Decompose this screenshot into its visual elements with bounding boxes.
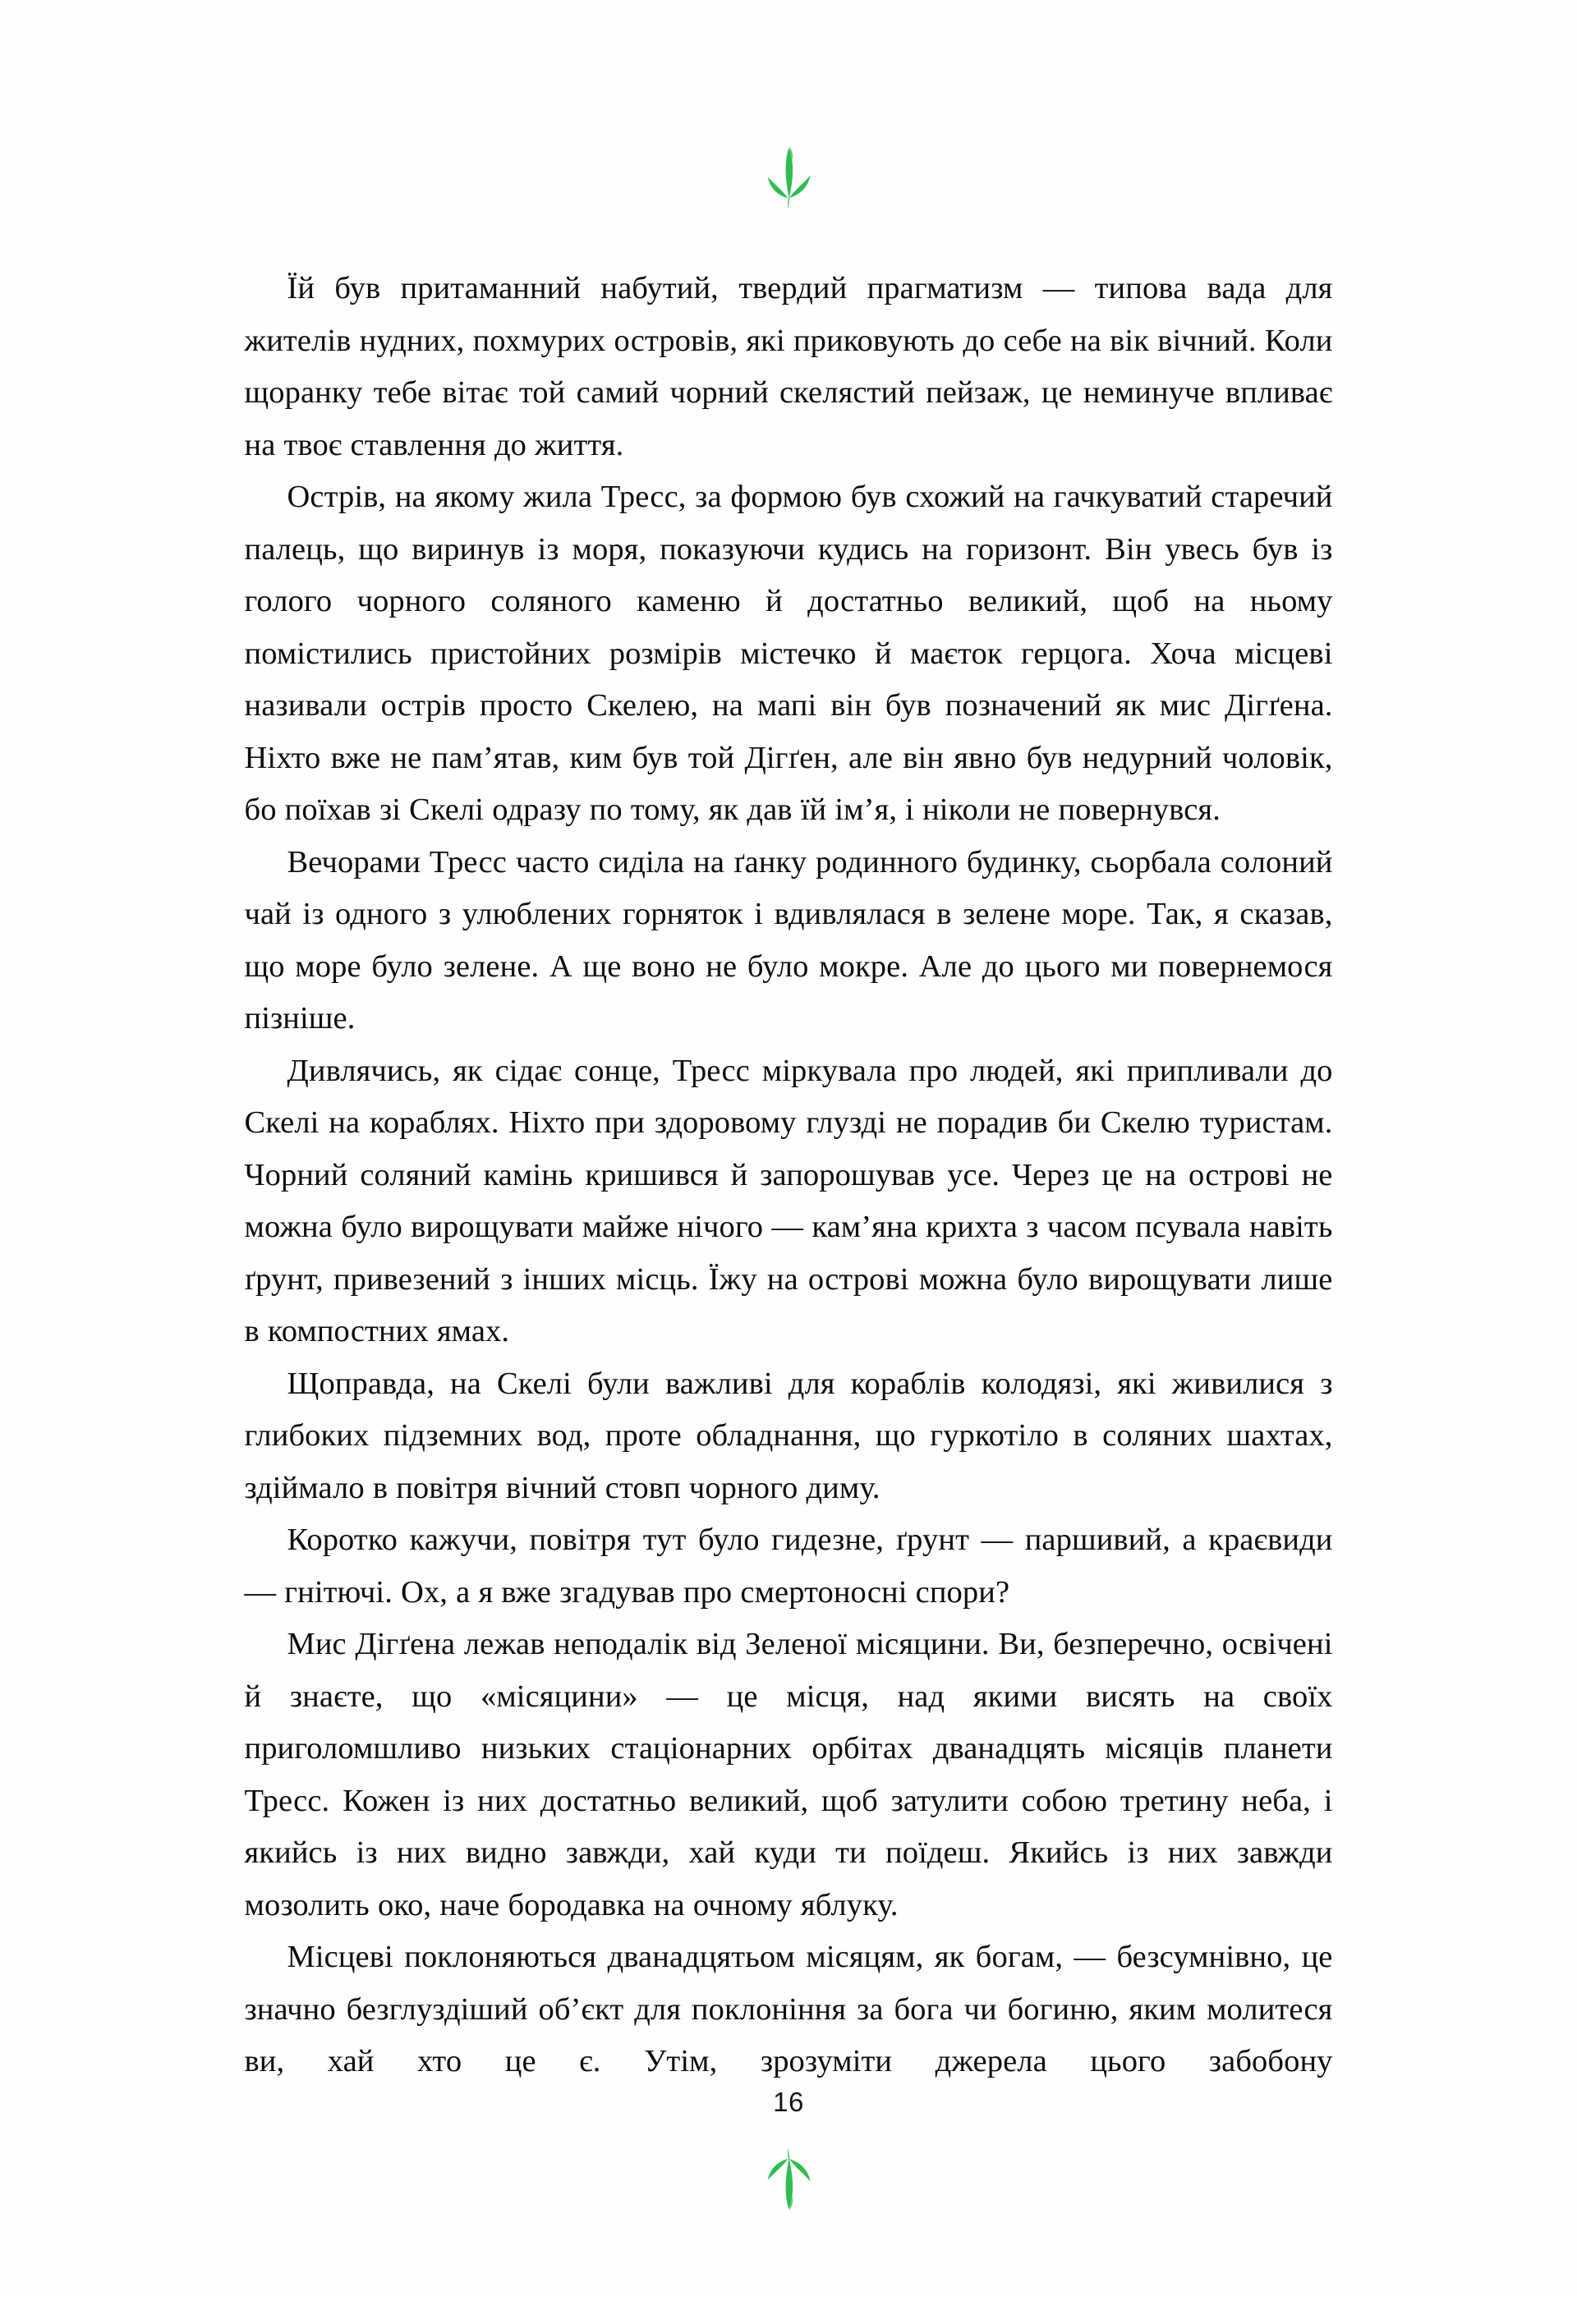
paragraph: Мис Дігґена лежав неподалік від Зеленої місяцини. Ви, безперечно, освічені й знаєте, що «місяцини» — це місця, над якими висять на своїх приголомшливо низьких стаціонарних орбітах дванадцять місяців планети Тресс. Кожен із них достатньо великий, щоб затулити собою третину неба, і якийсь із них видно завжди, хай куди ти поїдеш. Якийсь із них завжди мозолить око, наче бородавка на очному яблуку. xyxy=(244,1627,1333,1922)
paragraph: Місцеві поклоняються дванадцятьом місяцям, як богам, — безсумнівно, це значно безглуздіший об’єкт для поклоніння за бога чи богиню, яким молитеся ви, хай хто це є. Утім, зрозуміти джерела цього забобону xyxy=(244,1940,1333,2078)
paragraph: Вечорами Тресс часто сиділа на ґанку родинного будинку, сьорбала солоний чай із одного з улюблених горняток і вдивлялася в зелене море. Так, я сказав, що море було зелене. А ще воно не було мокре. Але до цього ми повернемося пізніше. xyxy=(244,844,1333,1036)
page-number: 16 xyxy=(773,2086,804,2117)
paragraph: Їй був притаманний набутий, твердий прагматизм — типова вада для жителів нудних, похмурих островів, які приковують до себе на вік вічний. Коли щоранку тебе вітає той самий чорний скелястий пейзаж, це неминуче впливає на твоє ставлення до життя. xyxy=(244,271,1333,462)
page-footer xyxy=(739,2088,838,2324)
sprout-ornament-top xyxy=(739,130,838,228)
paragraph: Коротко кажучи, повітря тут було гидезне, ґрунт — паршивий, а краєвиди — гнітючі. Ох, а я вже згадував про смертоносні спори? xyxy=(244,1523,1333,1610)
sprout-ornament-bottom xyxy=(739,2129,838,2227)
paragraph: Дивлячись, як сідає сонце, Тресс міркувала про людей, які припливали до Скелі на кораблях. Ніхто при здоровому глузді не порадив би Скелю туристам. Чорний соляний камінь кришився й запорошував усе. Через це на острові не можна було вирощувати майже нічого — кам’яна крихта з часом псувала навіть ґрунт, привезений з інших місць. Їжу на острові можна було вирощувати лише в компостних ямах. xyxy=(244,1053,1333,1348)
paragraph: Щоправда, на Скелі були важливі для кораблів колодязі, які живилися з глибоких підземних вод, проте обладнання, що гуркотіло в соляних шахтах, здіймало в повітря вічний стовп чорного диму. xyxy=(244,1366,1333,1505)
body-text xyxy=(245,263,1333,2088)
paragraph: Острів, на якому жила Тресс, за формою був схожий на гачкуватий старечий палець, що виринув із моря, показуючи кудись на горизонт. Він увесь був із голого чорного соляного каменю й достатньо великий, щоб на ньому помістились пристойних розмірів містечко й маєток герцога. Хоча місцеві називали острів просто Скелею, на мапі він був позначений як мис Дігґена. Ніхто вже не пам’ятав, ким був той Дігґен, але він явно був недурний чоловік, бо поїхав зі Скелі одразу по тому, як дав їй ім’я, і ніколи не повернувся. xyxy=(244,480,1333,827)
